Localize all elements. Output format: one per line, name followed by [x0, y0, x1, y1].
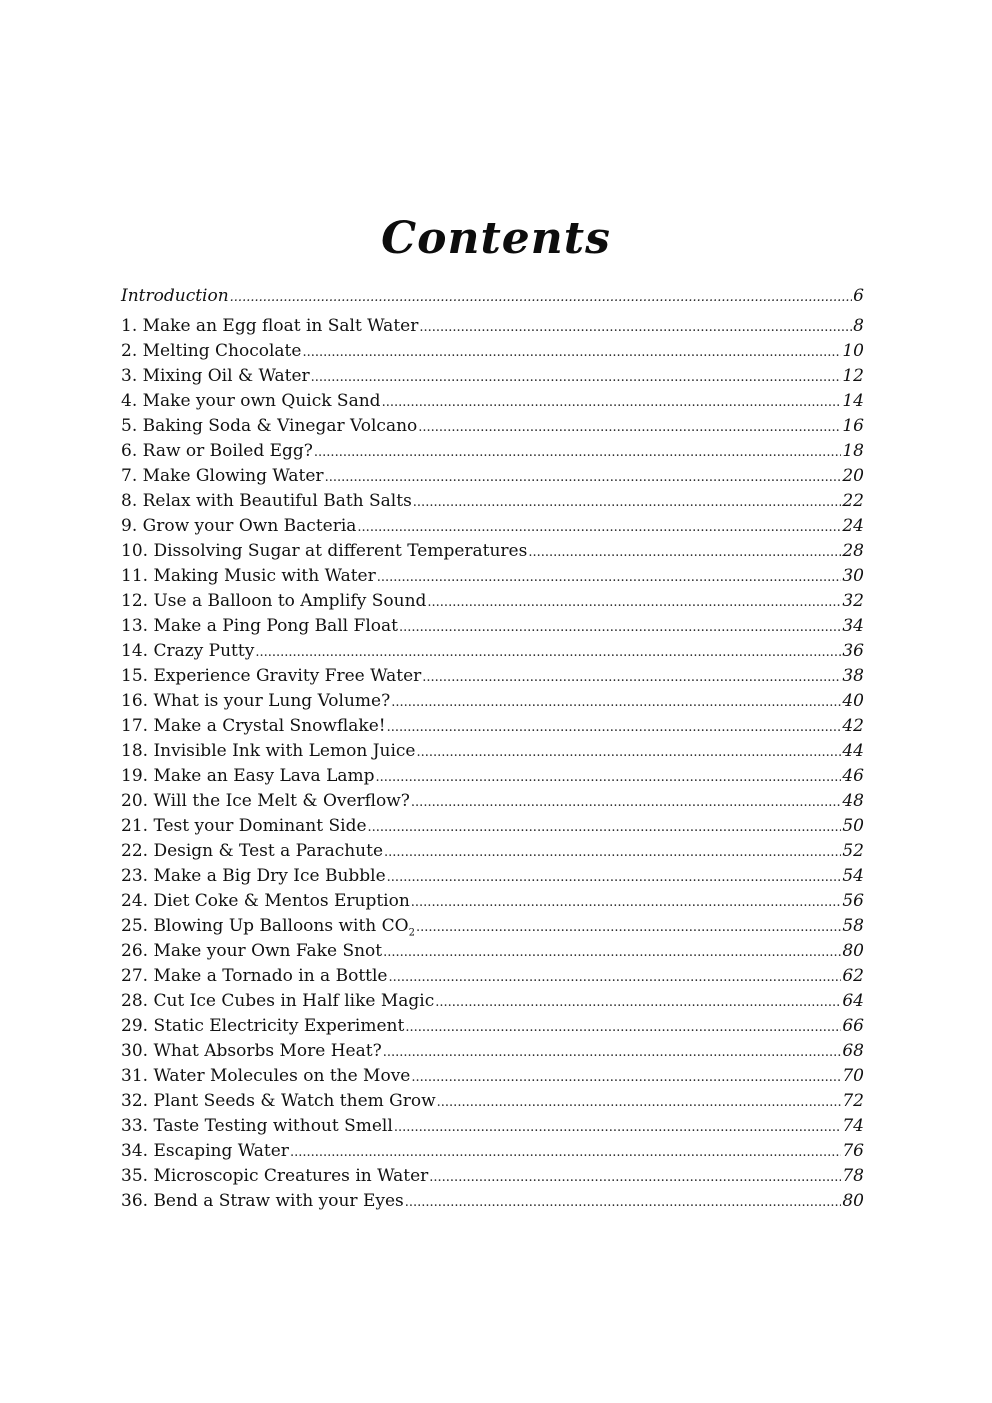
toc-entry-title [121, 1164, 428, 1189]
toc-dot-leader [422, 665, 841, 690]
toc-entry-title [121, 514, 356, 539]
toc-entry-page: 72 [842, 1091, 864, 1111]
toc-entry-page: 32 [842, 591, 864, 611]
toc-dot-leader [387, 865, 842, 890]
toc-dot-leader [377, 565, 842, 590]
toc-entry-page: 52 [842, 841, 864, 861]
toc-entry-page: 30 [842, 566, 864, 586]
toc-entry-page: 34 [842, 616, 864, 636]
toc-entry-title [121, 1114, 393, 1139]
toc-entry-19[interactable] [121, 764, 864, 789]
toc-entry-page: 68 [842, 1041, 864, 1061]
toc-entry-8[interactable] [121, 489, 864, 514]
toc-dot-leader [437, 1090, 842, 1115]
toc-entry-25[interactable] [121, 914, 864, 939]
toc-entry-page: 40 [842, 691, 864, 711]
toc-entry-title [121, 339, 301, 364]
toc-entry-title-text: 16. What is your Lung Volume? [121, 691, 391, 711]
toc-entry-page: 14 [842, 391, 864, 411]
toc-entry-title [121, 689, 390, 714]
toc-entry-title [121, 464, 324, 489]
toc-entry-title [121, 1064, 410, 1089]
toc-entry-12[interactable] [121, 589, 864, 614]
toc-entry-page: 22 [842, 491, 864, 511]
toc-entry-title [121, 414, 417, 439]
toc-dot-leader [427, 590, 841, 615]
toc-dot-leader [418, 415, 841, 440]
toc-dot-leader [314, 440, 841, 465]
toc-entry-title-text: 3. Mixing Oil & Water [121, 366, 310, 386]
toc-entry-27[interactable] [121, 964, 864, 989]
toc-entry-3[interactable] [121, 364, 864, 389]
toc-entry-page: 80 [842, 941, 864, 961]
toc-entry-24[interactable] [121, 889, 864, 914]
toc-entry-title [121, 1039, 382, 1064]
toc-entry-page: 28 [842, 541, 864, 561]
toc-entry-7[interactable] [121, 464, 864, 489]
toc-entry-title [121, 714, 386, 739]
toc-entry-15[interactable] [121, 664, 864, 689]
toc-entry-title-text: 27. Make a Tornado in a Bottle [121, 966, 388, 986]
toc-entry-title [121, 964, 388, 989]
toc-entry-title-text: 13. Make a Ping Pong Ball Float [121, 616, 398, 636]
toc-entry-title [121, 439, 313, 464]
toc-entry-2[interactable] [121, 339, 864, 364]
toc-entry-page: 36 [842, 641, 864, 661]
toc-entry-page: 10 [842, 341, 864, 361]
toc-entry-title [121, 314, 418, 339]
toc-entry-4[interactable] [121, 389, 864, 414]
toc-dot-leader [357, 515, 841, 540]
toc-entry-title [121, 864, 386, 889]
toc-entry-page: 64 [842, 991, 864, 1011]
toc-entry-title [121, 739, 415, 764]
toc-entry-title-text: 22. Design & Test a Parachute [121, 841, 384, 861]
toc-dot-leader [384, 840, 841, 865]
toc-dot-leader [389, 965, 842, 990]
toc-entry-title [121, 539, 527, 564]
toc-entry-page: 18 [842, 441, 864, 461]
toc-entry-14[interactable] [121, 639, 864, 664]
toc-entry-1[interactable] [121, 314, 864, 339]
toc-entry-page: 80 [842, 1191, 864, 1211]
toc-entry-page: 50 [842, 816, 864, 836]
toc-entry-21[interactable] [121, 814, 864, 839]
toc-entry-30[interactable] [121, 1039, 864, 1064]
toc-entry-title [121, 939, 382, 964]
toc-entry-title-text: 17. Make a Crystal Snowflake! [121, 716, 386, 736]
toc-entry-page: 58 [842, 916, 864, 936]
toc-entry-page: 76 [842, 1141, 864, 1161]
toc-dot-leader [429, 1165, 841, 1190]
toc-entry-title-text: 28. Cut Ice Cubes in Half like Magic [121, 991, 435, 1011]
toc-entry-title-text: 2. Melting Chocolate [121, 341, 302, 361]
toc-dot-leader [383, 940, 841, 965]
toc-dot-leader [368, 815, 842, 840]
toc-dot-leader [419, 315, 852, 340]
toc-entry-title [121, 1014, 404, 1039]
toc-entry-title-text: 18. Invisible Ink with Lemon Juice [121, 741, 416, 761]
toc-dot-leader [290, 1140, 841, 1165]
toc-entry-page: 66 [842, 1016, 864, 1036]
toc-entry-title-text: 36. Bend a Straw with your Eyes [121, 1191, 404, 1211]
toc-entry-title-text: 7. Make Glowing Water [121, 466, 324, 486]
toc-dot-leader [311, 365, 842, 390]
toc-entry-page: 38 [842, 666, 864, 686]
toc-entry-page: 62 [842, 966, 864, 986]
toc-entry-6[interactable] [121, 439, 864, 464]
toc-dot-leader [394, 1115, 842, 1140]
toc-entry-page: 6 [853, 286, 864, 306]
toc-entry-title [121, 364, 310, 389]
toc-entry-35[interactable] [121, 1164, 864, 1189]
toc-dot-leader [405, 1190, 842, 1215]
toc-entry-introduction[interactable] [121, 284, 864, 314]
toc-entry-title-text: 14. Crazy Putty [121, 641, 255, 661]
toc-entry-title-text: 4. Make your own Quick Sand [121, 391, 381, 411]
toc-dot-leader [528, 540, 841, 565]
toc-entry-page: 16 [842, 416, 864, 436]
toc-entry-page: 78 [842, 1166, 864, 1186]
toc-entry-title [121, 764, 375, 789]
toc-entry-title [121, 564, 376, 589]
page-title: Contents [381, 213, 611, 265]
toc-entry-title-text: 12. Use a Balloon to Amplify Sound [121, 591, 427, 611]
toc-entry-title [121, 664, 421, 689]
toc-dot-leader [416, 740, 841, 765]
toc-entry-16[interactable] [121, 689, 864, 714]
toc-entry-title-subscript: 2 [408, 927, 415, 939]
toc-entry-20[interactable] [121, 789, 864, 814]
toc-dot-leader [255, 640, 841, 665]
toc-entry-page: 56 [842, 891, 864, 911]
toc-dot-leader [413, 490, 842, 515]
toc-entry-title-text: 19. Make an Easy Lava Lamp [121, 766, 375, 786]
toc-entry-title [121, 489, 412, 514]
toc-dot-leader [399, 615, 841, 640]
toc-dot-leader [391, 690, 841, 715]
toc-entry-title-text: 10. Dissolving Sugar at different Temperatures [121, 541, 528, 561]
toc-entry-title-text: 32. Plant Seeds & Watch them Grow [121, 1091, 436, 1111]
toc-entry-title-text: 24. Diet Coke & Mentos Eruption [121, 891, 410, 911]
toc-entry-title-text: 8. Relax with Beautiful Bath Salts [121, 491, 412, 511]
toc-entry-title [121, 789, 410, 814]
toc-entry-28[interactable] [121, 989, 864, 1014]
toc-entry-title-text: 29. Static Electricity Experiment [121, 1016, 405, 1036]
toc-entry-page: 74 [842, 1116, 864, 1136]
toc-entry-29[interactable] [121, 1014, 864, 1039]
toc-entry-title [121, 914, 415, 939]
toc-dot-leader [416, 915, 841, 940]
toc-entry-page: 54 [842, 866, 864, 886]
toc-entry-33[interactable] [121, 1114, 864, 1139]
toc-entry-page: 20 [842, 466, 864, 486]
toc-dot-leader [230, 286, 853, 310]
toc-entry-title [121, 1139, 289, 1164]
toc-dot-leader [325, 465, 842, 490]
toc-entry-5[interactable] [121, 414, 864, 439]
toc-entry-title-text: 23. Make a Big Dry Ice Bubble [121, 866, 386, 886]
toc-dot-leader [376, 765, 842, 790]
toc-entry-36[interactable] [121, 1189, 864, 1214]
toc-entry-title-text: 15. Experience Gravity Free Water [121, 666, 422, 686]
toc-entry-page: 12 [842, 366, 864, 386]
toc-entry-title [121, 989, 434, 1014]
toc-entry-22[interactable] [121, 839, 864, 864]
toc-entry-title [121, 814, 367, 839]
toc-entry-title-text: 34. Escaping Water [121, 1141, 289, 1161]
toc-entry-title [121, 589, 426, 614]
toc-entry-13[interactable] [121, 614, 864, 639]
toc-entry-title-text: 21. Test your Dominant Side [121, 816, 367, 836]
toc-entry-title-text: 33. Taste Testing without Smell [121, 1116, 393, 1136]
toc-entry-title-text: 31. Water Molecules on the Move [121, 1066, 411, 1086]
toc-entry-title-text: 26. Make your Own Fake Snot [121, 941, 383, 961]
toc-entry-title-text: 6. Raw or Boiled Egg? [121, 441, 313, 461]
toc-entry-23[interactable] [121, 864, 864, 889]
toc-entry-11[interactable] [121, 564, 864, 589]
toc-entry-title-text: 5. Baking Soda & Vinegar Volcano [121, 416, 418, 436]
toc-entry-title [121, 389, 381, 414]
toc-dot-leader [387, 715, 842, 740]
toc-entry-title [121, 839, 383, 864]
toc-entry-page: 70 [842, 1066, 864, 1086]
toc-entry-26[interactable] [121, 939, 864, 964]
toc-entry-18[interactable] [121, 739, 864, 764]
toc-entry-title [121, 639, 254, 664]
toc-entry-page: 46 [842, 766, 864, 786]
table-of-contents [121, 284, 864, 1214]
toc-entry-10[interactable] [121, 539, 864, 564]
toc-entry-32[interactable] [121, 1089, 864, 1114]
toc-entry-page: 42 [842, 716, 864, 736]
toc-dot-leader [302, 340, 841, 365]
toc-dot-leader [411, 790, 841, 815]
toc-entry-17[interactable] [121, 714, 864, 739]
toc-entry-page: 8 [853, 316, 864, 336]
toc-dot-leader [411, 1065, 841, 1090]
toc-entry-page: 44 [842, 741, 864, 761]
toc-entry-title-text: 35. Microscopic Creatures in Water [121, 1166, 429, 1186]
toc-entry-title-text: 9. Grow your Own Bacteria [121, 516, 357, 536]
toc-dot-leader [383, 1040, 842, 1065]
toc-entry-title-text: 1. Make an Egg float in Salt Water [121, 316, 419, 336]
toc-entry-title-text: 25. Blowing Up Balloons with CO [121, 916, 409, 936]
toc-entry-34[interactable] [121, 1139, 864, 1164]
toc-entry-31[interactable] [121, 1064, 864, 1089]
toc-dot-leader [405, 1015, 841, 1040]
toc-entry-title-text: 11. Making Music with Water [121, 566, 376, 586]
toc-entry-9[interactable] [121, 514, 864, 539]
toc-entry-title: Introduction [121, 286, 229, 306]
toc-dot-leader [411, 890, 842, 915]
toc-entry-title [121, 614, 398, 639]
toc-dot-leader [382, 390, 842, 415]
toc-entry-title-text: 30. What Absorbs More Heat? [121, 1041, 382, 1061]
toc-entry-title [121, 1089, 436, 1114]
toc-entry-page: 48 [842, 791, 864, 811]
toc-dot-leader [435, 990, 841, 1015]
toc-entry-page: 24 [842, 516, 864, 536]
toc-entry-title [121, 1189, 404, 1214]
toc-entry-title [121, 889, 410, 914]
toc-entry-title-text: 20. Will the Ice Melt & Overflow? [121, 791, 410, 811]
